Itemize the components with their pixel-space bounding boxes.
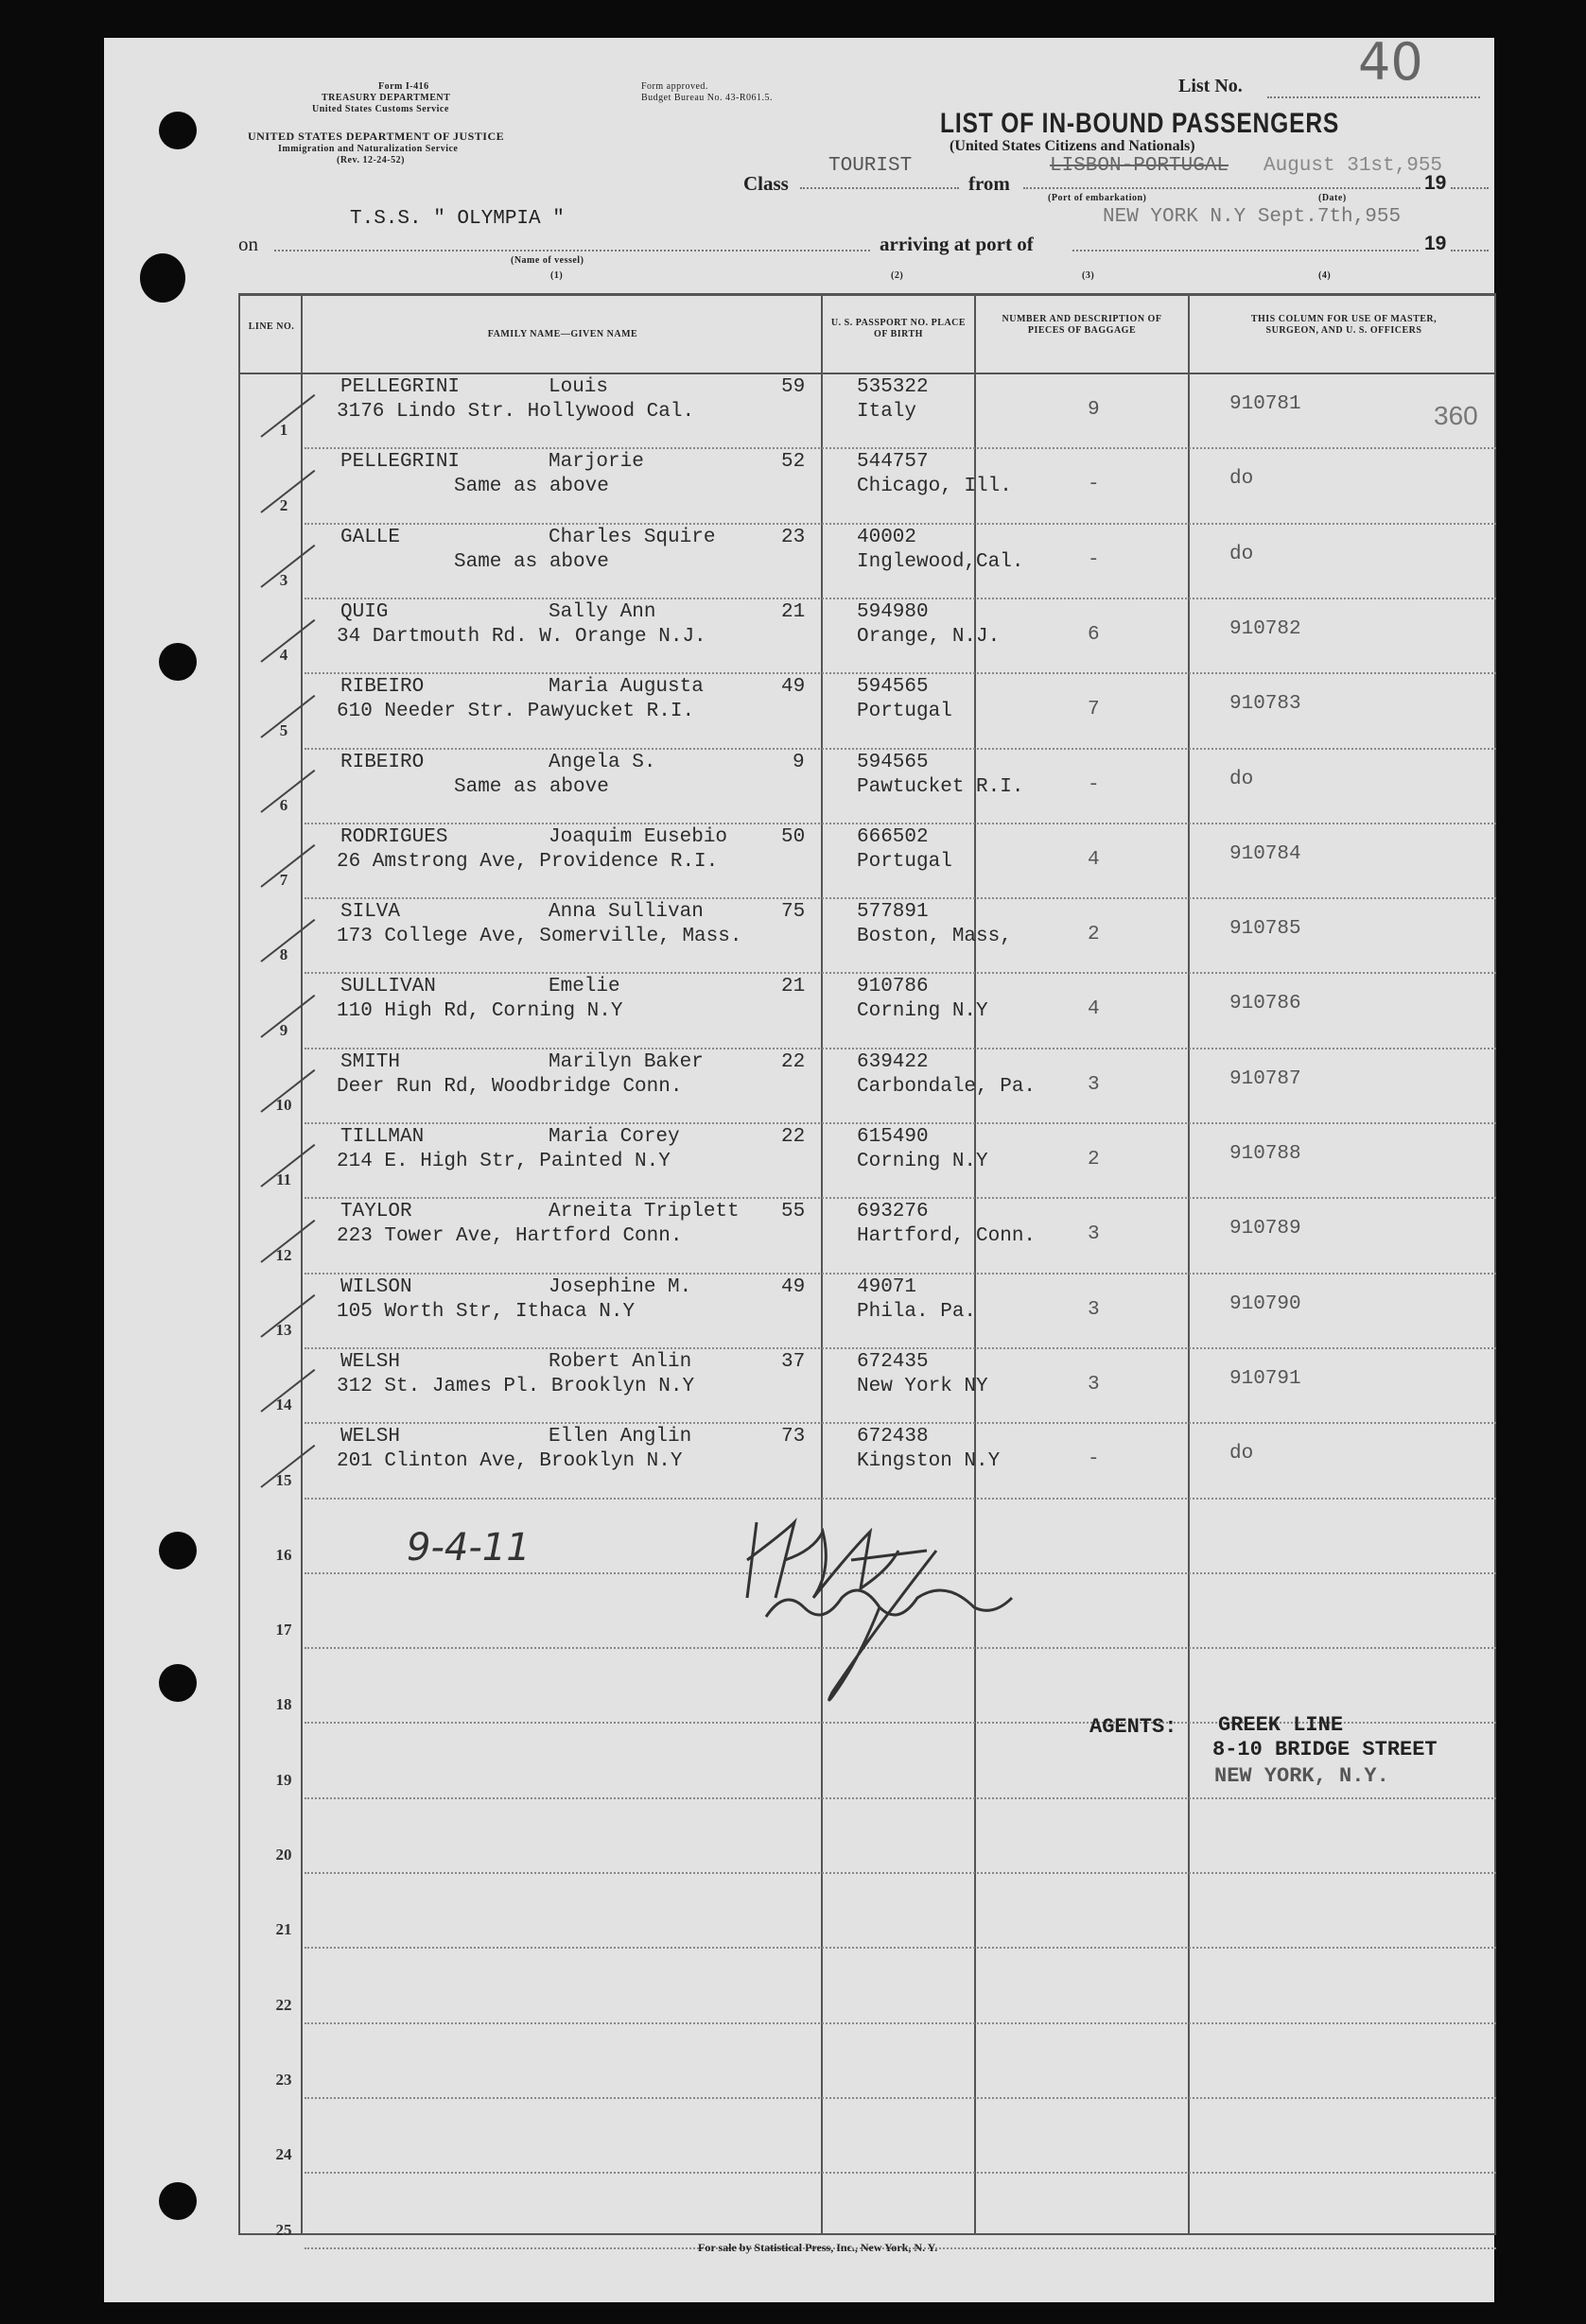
embark-caption: (Port of embarkation) — [1048, 193, 1147, 203]
cell-age: 50 — [781, 825, 806, 848]
year-prefix-2: 19 — [1424, 233, 1447, 254]
cell-given: Maria Augusta — [549, 676, 704, 699]
cell-given: Marjorie — [549, 451, 644, 474]
line-number: 13 — [275, 1320, 292, 1339]
from-line — [1023, 187, 1420, 189]
cell-birthplace: Chicago, Ill. — [857, 476, 1012, 498]
row-rule — [305, 1347, 1496, 1349]
form-title: LIST OF IN-BOUND PASSENGERS — [940, 108, 1340, 139]
arrival-port: NEW YORK N.Y Sept.7th,955 — [1103, 206, 1402, 228]
cell-age: 37 — [781, 1350, 806, 1373]
line-number: 19 — [275, 1770, 292, 1789]
cell-passport: 693276 — [857, 1201, 929, 1223]
year-prefix: 19 — [1424, 172, 1447, 194]
cell-passport: 49071 — [857, 1275, 917, 1298]
col-num-3: (3) — [1082, 270, 1095, 281]
binder-hole — [159, 1664, 197, 1702]
on-label: on — [238, 233, 258, 255]
cell-given: Angela S. — [549, 751, 656, 773]
budget-bureau: Budget Bureau No. 43-R061.5. — [641, 93, 773, 103]
cell-age: 23 — [781, 526, 806, 548]
treasury-dept: TREASURY DEPARTMENT — [322, 93, 451, 103]
cell-address: 105 Worth Str, Ithaca N.Y — [337, 1300, 636, 1323]
cell-family: TILLMAN — [340, 1126, 425, 1148]
cell-officer: 910783 — [1229, 693, 1301, 716]
baggage-divider — [1188, 293, 1190, 2235]
line-number: 4 — [279, 646, 288, 665]
cell-birthplace: Phila. Pa. — [857, 1300, 977, 1323]
cell-address: 110 High Rd, Corning N.Y — [337, 1000, 623, 1023]
class-value: TOURIST — [828, 155, 913, 177]
cell-address: 201 Clinton Ave, Brooklyn N.Y — [337, 1450, 683, 1473]
cell-family: SULLIVAN — [340, 976, 436, 998]
cell-address: Same as above — [454, 775, 609, 798]
cell-passport: 594565 — [857, 676, 929, 699]
line-number: 7 — [279, 871, 288, 890]
class-label: Class — [743, 172, 789, 195]
cell-given: Arneita Triplett — [549, 1201, 740, 1223]
header-line-no: LINE NO. — [248, 321, 295, 332]
form-subtitle: (United States Citizens and Nationals) — [950, 138, 1195, 154]
cell-officer: 910791 — [1229, 1367, 1301, 1390]
list-no-label: List No. — [1178, 76, 1243, 96]
cell-baggage: 3 — [1088, 1373, 1100, 1396]
cell-family: WILSON — [340, 1275, 412, 1298]
cell-family: RIBEIRO — [340, 676, 425, 699]
line-number: 20 — [275, 1846, 292, 1864]
cell-given: Marilyn Baker — [549, 1050, 704, 1073]
cell-birthplace: Italy — [857, 401, 917, 423]
cell-age: 49 — [781, 1275, 806, 1298]
line-number: 18 — [275, 1695, 292, 1714]
cell-officer: 910781 — [1229, 393, 1301, 415]
list-number: 40 — [1358, 32, 1423, 92]
agents-line-2: 8-10 BRIDGE STREET — [1212, 1738, 1438, 1761]
header-passport: U. S. PASSPORT NO. PLACE OF BIRTH — [830, 318, 967, 339]
year-line-2 — [1451, 250, 1489, 251]
cell-given: Robert Anlin — [549, 1350, 692, 1373]
inspector-signature — [728, 1494, 1040, 1721]
page-number: 360 — [1434, 401, 1478, 430]
line-number: 9 — [279, 1020, 288, 1039]
cell-address: 34 Dartmouth Rd. W. Orange N.J. — [337, 625, 706, 648]
line-number: 16 — [275, 1545, 292, 1564]
cell-birthplace: Inglewood,Cal. — [857, 550, 1024, 573]
cell-officer: 910790 — [1229, 1292, 1301, 1315]
line-number: 15 — [275, 1470, 292, 1489]
row-rule — [305, 748, 1496, 750]
cell-address: 3176 Lindo Str. Hollywood Cal. — [337, 401, 695, 423]
cell-officer: 910788 — [1229, 1143, 1301, 1165]
cell-address: 223 Tower Ave, Hartford Conn. — [337, 1225, 683, 1248]
line-number: 1 — [279, 421, 288, 440]
cell-given: Joaquim Eusebio — [549, 825, 728, 848]
cell-age: 75 — [781, 901, 806, 924]
cell-officer: do — [1229, 1443, 1254, 1466]
form-approved: Form approved. — [641, 81, 708, 92]
cell-baggage: 4 — [1088, 848, 1100, 871]
passport-divider — [974, 293, 976, 2235]
cell-address: 214 E. High Str, Painted N.Y — [337, 1151, 671, 1172]
cell-address: 173 College Ave, Somerville, Mass. — [337, 926, 742, 948]
cell-passport: 672438 — [857, 1426, 929, 1448]
line-number: 12 — [275, 1245, 292, 1264]
cell-passport: 40002 — [857, 526, 917, 548]
line-number: 6 — [279, 795, 288, 814]
binder-hole — [159, 112, 197, 149]
cell-passport: 910786 — [857, 976, 929, 998]
printer-footer: For sale by Statistical Press, Inc., New York, N. Y. — [698, 2241, 938, 2254]
cell-birthplace: Pawtucket R.I. — [857, 775, 1024, 798]
binder-hole — [159, 1532, 197, 1570]
class-line — [800, 187, 959, 189]
cell-address: 312 St. James Pl. Brooklyn N.Y — [337, 1375, 695, 1397]
cell-officer: do — [1229, 468, 1254, 491]
line-number: 5 — [279, 720, 288, 739]
name-divider — [821, 293, 823, 2235]
form-number: Form I-416 — [378, 81, 429, 92]
cell-officer: 910782 — [1229, 617, 1301, 640]
header-officers: THIS COLUMN FOR USE OF MASTER, SURGEON, AND U. S. OFFICERS — [1250, 314, 1438, 336]
cell-age: 52 — [781, 451, 806, 474]
cell-baggage: 9 — [1088, 399, 1100, 421]
cell-birthplace: Boston, Mass, — [857, 926, 1012, 948]
vessel-line — [274, 250, 870, 251]
cell-baggage: 2 — [1088, 1149, 1100, 1171]
line-number: 23 — [275, 2070, 292, 2089]
cell-passport: 639422 — [857, 1050, 929, 1073]
cell-passport: 594565 — [857, 751, 929, 773]
col-num-4: (4) — [1318, 270, 1332, 281]
line-number: 22 — [275, 1995, 292, 2014]
cell-family: SILVA — [340, 901, 401, 924]
header-name: FAMILY NAME—GIVEN NAME — [487, 329, 638, 339]
cell-age: 49 — [781, 676, 806, 699]
cell-address: Same as above — [454, 476, 609, 498]
cell-passport: 594980 — [857, 600, 929, 623]
line-number: 2 — [279, 495, 288, 514]
cell-given: Sally Ann — [549, 600, 656, 623]
cell-age: 73 — [781, 1426, 806, 1448]
line-number: 3 — [279, 570, 288, 589]
cell-family: SMITH — [340, 1050, 401, 1073]
col-num-1: (1) — [550, 270, 564, 281]
line-number: 17 — [275, 1621, 292, 1639]
row-rule — [305, 1947, 1496, 1949]
cell-baggage: - — [1088, 773, 1100, 796]
line-number: 14 — [275, 1396, 292, 1414]
cell-baggage: - — [1088, 1448, 1100, 1471]
row-rule — [305, 447, 1496, 449]
cell-passport: 666502 — [857, 825, 929, 848]
cell-passport: 577891 — [857, 901, 929, 924]
cell-family: RIBEIRO — [340, 751, 425, 773]
line-number: 24 — [275, 2145, 292, 2164]
row-rule — [305, 523, 1496, 525]
binder-hole — [159, 2182, 197, 2220]
table-top-rule — [238, 293, 1496, 296]
cell-family: WELSH — [340, 1426, 401, 1448]
cell-given: Charles Squire — [549, 526, 716, 548]
table-bottom-rule — [238, 2233, 1496, 2235]
agents-line-3: NEW YORK, N.Y. — [1214, 1764, 1389, 1788]
table-right-border — [1494, 293, 1496, 2235]
cell-family: RODRIGUES — [340, 825, 448, 848]
cell-birthplace: Portugal — [857, 701, 952, 723]
cell-age: 21 — [781, 976, 806, 998]
list-no-line — [1267, 96, 1480, 98]
cell-birthplace: Corning N.Y — [857, 1151, 988, 1172]
doj-label: UNITED STATES DEPARTMENT OF JUSTICE — [248, 130, 505, 143]
cell-officer: 910787 — [1229, 1067, 1301, 1090]
cell-family: PELLEGRINI — [340, 376, 461, 398]
cell-birthplace: Orange, N.J. — [857, 625, 1001, 648]
cell-given: Ellen Anglin — [549, 1426, 692, 1448]
line-number: 8 — [279, 945, 288, 964]
arrival-line — [1072, 250, 1419, 251]
row-rule — [305, 598, 1496, 599]
row-rule — [305, 2172, 1496, 2174]
agents-label: AGENTS: — [1089, 1715, 1177, 1739]
cell-address: 610 Needer Str. Pawyucket R.I. — [337, 701, 695, 723]
line-number: 10 — [275, 1096, 292, 1114]
cell-given: Louis — [549, 376, 609, 398]
cell-baggage: 6 — [1088, 623, 1100, 646]
cell-officer: do — [1229, 543, 1254, 565]
table-header-rule — [238, 373, 1496, 374]
revision: (Rev. 12-24-52) — [337, 155, 405, 165]
customs-service: United States Customs Service — [312, 104, 449, 114]
cell-baggage: 3 — [1088, 1298, 1100, 1321]
cell-baggage: 2 — [1088, 924, 1100, 946]
row-rule — [305, 1122, 1496, 1124]
row-rule — [305, 897, 1496, 899]
cell-family: PELLEGRINI — [340, 451, 461, 474]
cell-given: Josephine M. — [549, 1275, 692, 1298]
row-rule — [305, 2097, 1496, 2099]
cell-baggage: - — [1088, 548, 1100, 571]
cell-family: WELSH — [340, 1350, 401, 1373]
row-rule — [305, 1422, 1496, 1424]
cell-birthplace: New York NY — [857, 1375, 988, 1397]
line-number: 11 — [275, 1171, 292, 1189]
cell-family: TAYLOR — [340, 1201, 412, 1223]
cell-baggage: 3 — [1088, 1073, 1100, 1096]
date-caption: (Date) — [1318, 193, 1347, 203]
cell-age: 21 — [781, 600, 806, 623]
cell-address: Same as above — [454, 550, 609, 573]
vessel-name: T.S.S. " OLYMPIA " — [350, 208, 565, 230]
col-num-2: (2) — [891, 270, 904, 281]
row-rule — [305, 2022, 1496, 2024]
cell-officer: 910784 — [1229, 842, 1301, 865]
cell-officer: 910789 — [1229, 1218, 1301, 1240]
cell-birthplace: Kingston N.Y — [857, 1450, 1001, 1473]
row-rule — [305, 1048, 1496, 1049]
from-date: August 31st,955 — [1264, 155, 1443, 177]
cell-baggage: 4 — [1088, 998, 1100, 1021]
cell-passport: 672435 — [857, 1350, 929, 1373]
cell-officer: 910786 — [1229, 993, 1301, 1015]
ins-label: Immigration and Naturalization Service — [278, 144, 459, 154]
cell-age: 22 — [781, 1126, 806, 1148]
from-label: from — [968, 172, 1010, 195]
cell-baggage: 3 — [1088, 1223, 1100, 1246]
row-rule — [305, 672, 1496, 674]
cell-baggage: 7 — [1088, 699, 1100, 721]
row-rule — [305, 1197, 1496, 1199]
line-number: 21 — [275, 1920, 292, 1939]
cell-birthplace: Carbondale, Pa. — [857, 1075, 1037, 1098]
cell-passport: 535322 — [857, 376, 929, 398]
cell-family: QUIG — [340, 600, 389, 623]
row-rule — [305, 1797, 1496, 1799]
from-value: LISBON-PORTUGAL — [1050, 155, 1229, 177]
row-rule — [305, 1872, 1496, 1874]
line-number: 25 — [275, 2220, 292, 2239]
cell-officer: do — [1229, 768, 1254, 790]
cell-given: Emelie — [549, 976, 620, 998]
agents-line-1: GREEK LINE — [1218, 1713, 1344, 1737]
cell-birthplace: Corning N.Y — [857, 1000, 988, 1023]
cell-age: 59 — [781, 376, 806, 398]
row-rule — [305, 823, 1496, 824]
date-note: 9-4-11 — [407, 1526, 531, 1570]
cell-officer: 910785 — [1229, 918, 1301, 941]
cell-age: 9 — [793, 751, 805, 773]
binder-hole — [159, 643, 197, 681]
cell-passport: 544757 — [857, 451, 929, 474]
row-rule — [305, 972, 1496, 974]
vessel-caption: (Name of vessel) — [511, 255, 584, 266]
year-line — [1451, 187, 1489, 189]
arriving-label: arriving at port of — [880, 233, 1034, 255]
table-left-border — [238, 293, 240, 2235]
cell-address: Deer Run Rd, Woodbridge Conn. — [337, 1075, 683, 1098]
cell-birthplace: Portugal — [857, 850, 952, 873]
cell-passport: 615490 — [857, 1126, 929, 1148]
cell-age: 22 — [781, 1050, 806, 1073]
cell-baggage: - — [1088, 474, 1100, 496]
cell-address: 26 Amstrong Ave, Providence R.I. — [337, 850, 719, 873]
binder-hole — [140, 253, 185, 303]
row-rule — [305, 1273, 1496, 1275]
header-baggage: NUMBER AND DESCRIPTION OF PIECES OF BAGGAGE — [1002, 314, 1162, 336]
cell-given: Anna Sullivan — [549, 901, 704, 924]
cell-birthplace: Hartford, Conn. — [857, 1225, 1037, 1248]
cell-given: Maria Corey — [549, 1126, 680, 1148]
cell-family: GALLE — [340, 526, 401, 548]
cell-age: 55 — [781, 1201, 806, 1223]
